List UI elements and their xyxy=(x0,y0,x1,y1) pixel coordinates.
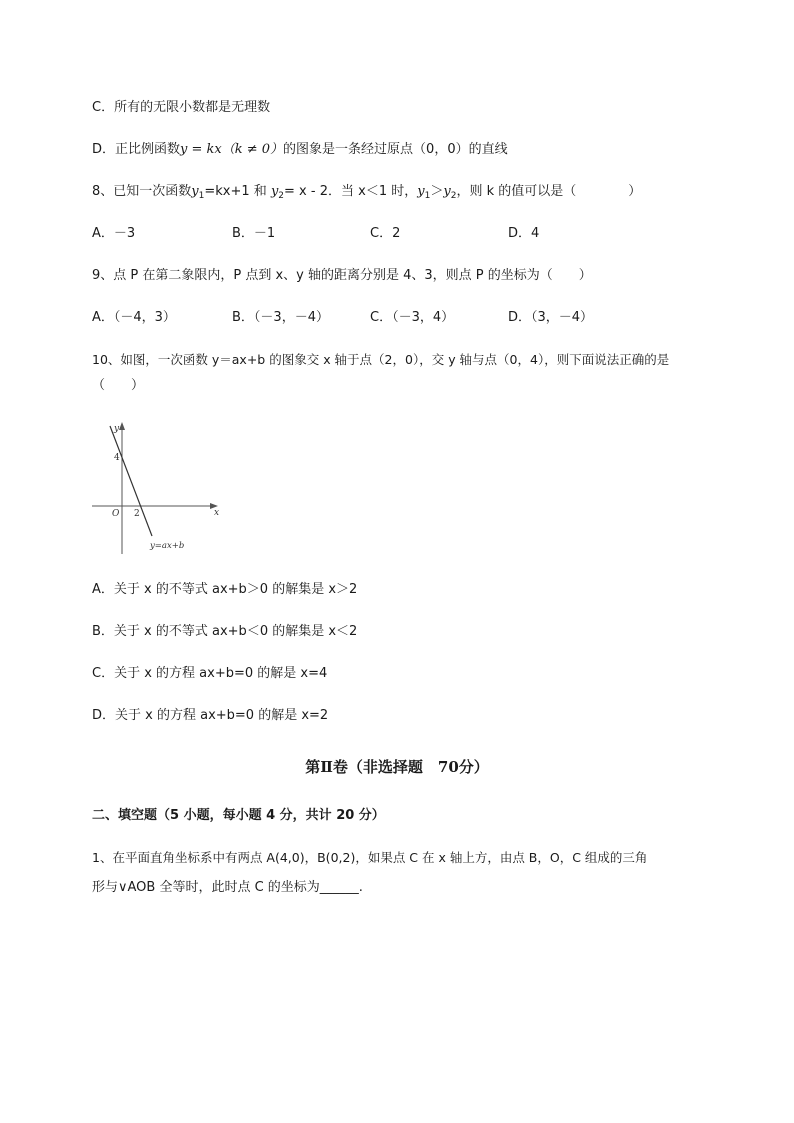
q8-option-c: C．2 xyxy=(370,226,401,241)
q10-option-c: C．关于 x 的方程 ax+b=0 的解是 x=4 xyxy=(92,666,328,681)
q7-option-d-suffix: 的图象是一条经过原点（0，0）的直线 xyxy=(283,142,508,157)
q7-option-d-function: y = kx（k ≠ 0） xyxy=(180,142,284,157)
q8-cmp-y2: y xyxy=(443,184,451,199)
q8-cmp-y1: y xyxy=(417,184,425,199)
line-label: y=ax+b xyxy=(150,541,185,551)
fill-q1-line2: 形与∨AOB 全等时，此时点 C 的坐标为______. xyxy=(92,880,363,895)
q10-stem-blank: （ ） xyxy=(92,378,145,393)
x-axis-label: x xyxy=(214,508,220,518)
q8-y1: y xyxy=(191,184,199,199)
q7-option-d-prefix: D．正比例函数 xyxy=(92,142,181,157)
part2-title: 第Ⅱ卷（非选择题 70分） xyxy=(305,758,489,776)
q8-condition: x＜1 时， xyxy=(358,184,418,199)
q9-stem: 9、点 P 在第二象限内，P 点到 x、y 轴的距离分别是 4、3，则点 P 的坐标为（ ） xyxy=(92,268,592,283)
y-tick-label: 4 xyxy=(114,453,120,463)
q9-option-c: C．（－3，4） xyxy=(370,310,455,325)
q8-option-b: B．－1 xyxy=(232,226,276,241)
q8-suffix: ，则 k 的值可以是（ ） xyxy=(456,184,642,199)
q9-option-b: B．（－3，－4） xyxy=(232,310,329,325)
section-fill-in-blank: 二、填空题（5 小题，每小题 4 分，共计 20 分） xyxy=(92,808,385,823)
q10-option-b: B．关于 x 的不等式 ax+b＜0 的解集是 x＜2 xyxy=(92,624,358,639)
q8-cmp-y2-sub: 2 xyxy=(450,191,457,201)
y-axis-label: y xyxy=(114,424,120,434)
q8-option-a: A．－3 xyxy=(92,226,136,241)
q8-cmp-y1-sub: 1 xyxy=(424,191,431,201)
q8-prefix: 8、已知一次函数 xyxy=(92,184,192,199)
function-line xyxy=(110,426,152,536)
origin-label: O xyxy=(112,509,120,519)
q7-option-d xyxy=(92,140,508,160)
q8-eq1: =kx+1 和 xyxy=(204,184,267,199)
q10-function-graph xyxy=(90,418,230,558)
q8-y2: y xyxy=(270,184,279,199)
q9-option-a: A．（－4，3） xyxy=(92,310,176,325)
q8-option-d: D．4 xyxy=(508,226,540,241)
q8-y1-sub: 1 xyxy=(198,191,205,201)
fill-q1-line1: 1、在平面直角坐标系中有两点 A(4,0)，B(0,2)，如果点 C 在 x 轴上方，由点 B，O，C 组成的三角 xyxy=(92,850,648,865)
q7-option-c: C．所有的无限小数都是无理数 xyxy=(92,100,271,115)
q10-option-d: D．关于 x 的方程 ax+b=0 的解是 x=2 xyxy=(92,708,329,723)
q8-stem xyxy=(92,182,641,206)
q9-option-d: D．（3，－4） xyxy=(508,310,594,325)
q10-option-a: A．关于 x 的不等式 ax+b＞0 的解集是 x＞2 xyxy=(92,582,358,597)
y-axis-arrow xyxy=(119,422,125,430)
q10-stem: 10、如图，一次函数 y＝ax+b 的图象交 x 轴于点（2，0），交 y 轴与点（0，4），则下面说法正确的是 xyxy=(92,352,670,367)
q8-eq2: = x - 2．当 xyxy=(284,184,354,199)
q8-y2-sub: 2 xyxy=(278,191,285,201)
x-tick-label: 2 xyxy=(134,509,140,519)
q8-cmp-op: ＞ xyxy=(430,184,444,199)
